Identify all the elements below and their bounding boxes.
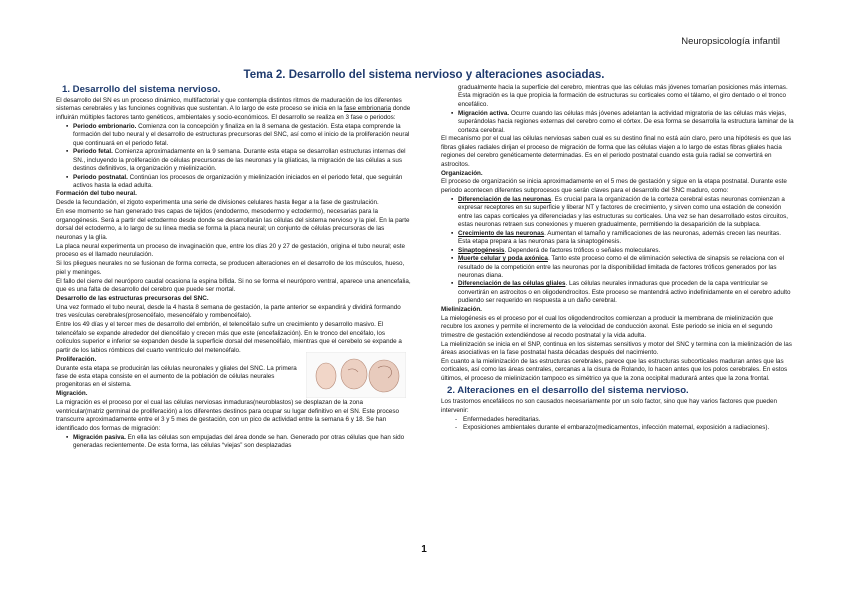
section-1-title: 1. Desarrollo del sistema nervioso. (62, 84, 221, 95)
period-term: Periodo embrionario. (73, 122, 137, 130)
period-text: Comienza aproximadamente en la 9 semana. Durante esta etapa se desarrollan estructuras internas del SN., incluyendo la proliferación de células precursoras de las neuronas y la glíaticas, la migración de las células a sus destinos definitivos, la organización y mielinización. (73, 148, 406, 173)
period-text: Continúan los procesos de organización y mielinización iniciados en el periodo fetal, que seguirán activos hasta la edad adulta. (73, 173, 403, 190)
proliferation-block (56, 356, 411, 390)
precursor-structures-heading: Desarrollo de las estructuras precursoras del SNC. (56, 294, 209, 302)
organization-term: Muerte celular y poda axónica (458, 255, 548, 263)
migration-term: Migración activa. (458, 109, 510, 117)
organization-item (451, 247, 795, 255)
paragraph: En ese momento se han generado tres capas de tejidos (endodermo, mesodermo y ectodermo), necesarias para la organogénesis. Será a partir del ectodermo desde donde se desarrollarán las células del sistema nervioso y la piel. En la parte dorsal del ectodermo, a lo largo de su línea media se forma la placa neural; un conjunto de células precursoras de las neuronas y la glía. (56, 208, 410, 241)
factors-list (441, 416, 795, 433)
organization-term: Diferenciación de las células gliales (458, 280, 566, 288)
paragraph: El proceso de organización se inicia aproximadamente en el 5 mes de gestación y sigue en la etapa postnatal. Durante este periodo acontecen diferentes subprocesos que serán claves para el desarrollo del SNC maduro, como: (441, 178, 787, 194)
brain-vesicles-figure (306, 352, 406, 398)
organization-term: Sinaptogénesis (458, 246, 505, 254)
embryonic-phase-term: fase embrionaria (344, 105, 391, 113)
migration-list-continued (441, 110, 795, 135)
organization-text: . Dependerá de factores tróficos o señales moleculares. (504, 246, 661, 254)
proliferation-heading: Proliferación. (56, 355, 97, 363)
migration-text: En ella las células son empujadas del área donde se han. Generado por otras células que han sido generadas recientemente. De esta forma, las células “viejas” son desplazadas (73, 433, 405, 450)
paragraph: En cuanto a la mielinización de las estructuras cerebrales, parece que las estructuras subcorticales maduran antes que las corticales, así como las áreas centrales, cercanas a la cisura de Rolando, lo hacen antes que los polos cerebrales. En estos últimos, el proceso de mielinización tampoco es simétrico ya que la zona occipital madurará antes que la zona frontal. (441, 358, 788, 382)
factor-item: - Exposiciones ambientales durante el embarazo(medicamentos, infección maternal, exposición a radiaciones). (455, 424, 795, 432)
organization-text: . Tanto este proceso como el de eliminación selectiva de sinapsis se relaciona con el resultado de la competición entre las neuronas por la disponibilidad limitada de factores tróficos generados por las neuronas diana. (458, 255, 785, 279)
paragraph: La placa neural experimenta un proceso de invaginación que, entre los días 20 y 27 de gestación, origina el tubo neural; este proceso es el llamado neurulación. (56, 242, 406, 259)
factor-item: - Enfermedades hereditarias. (455, 416, 795, 424)
myelination-heading: Mielinización. (441, 305, 482, 313)
page-number: 1 (421, 544, 427, 555)
intro-text-b: donde influirán múltiples factores tanto genéticos, ambientales y socio-económicos. El desarrollo se realiza en 3 fase o periodos: (56, 105, 411, 121)
intro-text-a: El desarrollo del SN es un proceso dinámico, multifactorial y que contempla distintos ritmos de maduración de los diferentes sistemas cerebrales y las funciones cognitivas que sustentan. A lo largo de este proceso se inicia en la (56, 97, 402, 113)
course-header: Neuropsicología infantil (681, 36, 780, 47)
migration-item (451, 110, 795, 135)
right-column (441, 84, 795, 433)
period-term: Periodo fetal. (73, 148, 113, 156)
organization-term: Crecimiento de las neuronas (458, 229, 545, 237)
migration-term: Migración pasiva. (73, 433, 126, 441)
paragraph: Los trastornos encefálicos no son causados necesariamente por un solo factor, sino que hay varios factores que pueden intervenir: (441, 398, 778, 414)
organization-text: . Aumentan el tamaño y ramificaciones de las neuronas, además crecen las neuritas. Esta etapa prepara a las neuronas para la sinaptogénesis. (458, 229, 782, 246)
paragraph: La mielogénesis es el proceso por el cual los oligodendrocitos comienzan a producir la membrana de mielinización que recubre los axones y permite el incremento de la velocidad de conducción axonal. Este periodo se inicia en el segundo trimestre de gestación extendiéndose al recodo postnatal y la vida adulta. (441, 314, 774, 339)
left-column (56, 84, 411, 451)
organization-item (451, 196, 795, 230)
paragraph: Una vez formado el tubo neural, desde la 4 hasta 8 semana de gestación, la parte anterior se expandirá y dividirá formando tres vesículas cerebrales(prosencéfalo, mesencéfalo y rombencéfalo). (56, 303, 401, 320)
paragraph: gradualmente hacia la superficie del cerebro, mientras que las células más jóvenes tomarían posiciones más internas. Esta migración es la que propicia la formación de estructuras su corticales como el tálamo, el giro dentado o el tronco encefálico. (458, 84, 788, 108)
paragraph: La migración es el proceso por el cual las células nerviosas inmaduras(neuroblastos) se desplazan de la zona ventricular(matriz germinal de proliferación) a los diferentes destinos para ocupar su lugar definitivo en el SN. Este proceso transcurre aproximadamente entre el 3 y 5 mes de gestación, con un pico de actividad entre la semana 6 y 18. Se han identificado dos formas de migración: (56, 399, 399, 432)
document-title: Tema 2. Desarrollo del sistema nervioso y alteraciones asociadas. (243, 69, 605, 81)
migration-heading: Migración. (56, 390, 88, 398)
organization-text: . Es crucial para la organización de la corteza cerebral estas neuronas comienzan a expresar receptores en su superficie y liberar NT y factores de crecimiento, y sirven como una estación de conexión entre las capas corticales ya diferenciadas y las estructuras su corticales. Una vez se han desarrollado estos circuitos, estas neuronas retraen sus conexiones y mueren gradualmente, permitiendo la desaparición de la subplaca. (458, 195, 789, 229)
neural-tube-heading: Formación del tubo neural. (56, 190, 137, 198)
paragraph: Entre los 49 días y el tercer mes de desarrollo del embrión, el telencéfalo sufre un crecimiento y desarrollo masivo. El telencéfalo se expande alrededor del diencéfalo y crecen más que este (encefalización). En le tronco del encéfalo, los colículos superior e inferior se expanden desde la superficie dorsal del mesencéfalo, mientras que el cerebelo se expande a partir de los labios rómbicos del cuarto ventrículo del metencéfalo. (56, 321, 402, 354)
paragraph: El mecanismo por el cual las células nerviosas saben cual es su destino final no está aún claro, pero una hipótesis es que las fibras gliales radiales dirijan el proceso de migración de forma que las células viajen a lo largo de estas fibras gliales hacia regiones del cerebro genéticamente determinadas. Es en el periodo postnatal cuando esta guía radial se convertirá en astrocitos. (441, 135, 792, 168)
periods-list (56, 123, 411, 191)
organization-heading: Organización. (441, 169, 483, 177)
paragraph: El fallo del cierre del neuróporo caudal ocasiona la espina bífida. Si no se forma el neuróporo ventral, aparece una anencefalia, que es una falta de desarrollo del cerebro que puede ser mortal. (56, 277, 411, 293)
migration-list (56, 434, 411, 451)
period-item (66, 148, 411, 173)
organization-item (451, 230, 795, 247)
period-item (66, 174, 411, 191)
migration-item (66, 434, 411, 451)
paragraph: La mielinización se inicia en el SNP, continua en los sistemas sensitivos y motor del SNC y termina con la mielinización de las áreas asociativas en la fase postnatal hasta décadas después del nacimiento. (441, 340, 792, 357)
organization-item (451, 255, 795, 280)
organization-item (451, 280, 795, 305)
migration-text: Ocurre cuando las células más jóvenes adelantan la actividad migratoria de las células más viejas, superándolas hacia regiones externas del cerebro como el córtex. De esa forma se desarrolla la estructura laminar de la corteza cerebral. (458, 109, 794, 134)
organization-term: Diferenciación de las neuronas (458, 195, 552, 203)
section-2-title: 2. Alteraciones en el desarrollo del sistema nervioso. (447, 385, 689, 397)
organization-text: . Las células neurales inmaduras que proceden de la capa ventricular se convertirán en astrocitos o en oligodendrocitos. Este proceso se mantendrá activo indefinidamente en el cerebro adulto pudiendo ser requerido en respuesta a un daño cerebral. (458, 280, 791, 305)
period-text: Comienza con la concepción y finaliza en la 8 semana de gestación. Esta etapa comprende la formación del tubo neural y el desarrollo de estructuras precursoras del SNC, así como el inicio de la proliferación neural que continuará en el periodo fetal. (73, 122, 410, 147)
period-term: Periodo postnatal. (73, 173, 128, 181)
paragraph: Desde la fecundación, el zigoto experimenta una serie de divisiones celulares hasta llegar a la fase de gastrulación. (56, 199, 379, 207)
paragraph: Durante esta etapa se producirán las células neuronales y gliales del SNC. La primera fase de esta etapa consiste en el aumento de la población de células neurales progenitoras en el sistema. (56, 364, 297, 389)
organization-list (441, 196, 795, 306)
intro-paragraph (56, 97, 411, 122)
paragraph: Si los pliegues neurales no se fusionan de forma correcta, se producen alteraciones en el desarrollo de los músculos, hueso, piel y meninges. (56, 260, 405, 276)
period-item (66, 123, 411, 148)
